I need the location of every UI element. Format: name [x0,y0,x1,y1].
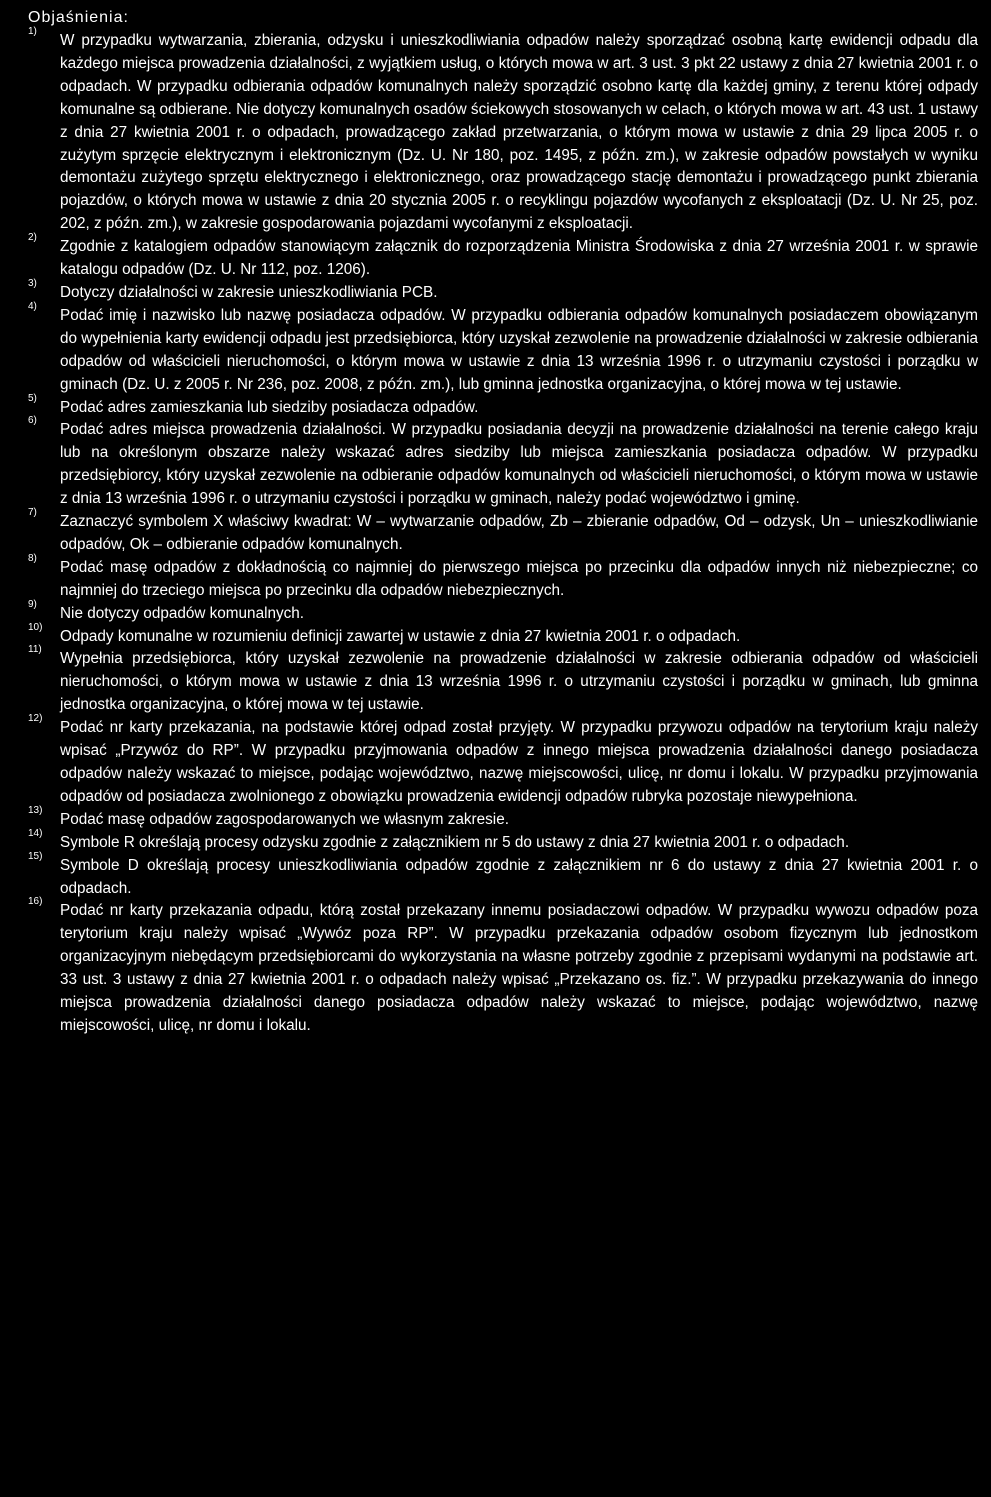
footnote-text: Dotyczy działalności w zakresie unieszkodliwiania PCB. [60,283,438,301]
footnote-number: 12) [28,713,43,725]
footnote-number: 9) [28,598,37,610]
footnote-text: W przypadku wytwarzania, zbierania, odzysku i unieszkodliwiania odpadów należy sporządzać osobną kartę ewidencji odpadu dla każdego miejsca prowadzenia działalności, z wyjątkiem usług, o których mowa w art. 3 ust. 3 pkt 22 ustawy z dnia 27 kwietnia 2001 r. o odpadach. W przypadku odbierania odpadów komunalnych należy sporządzić osobno kartę dla każdej gminy, z terenu której odpady komunalne są odbierane. Nie dotyczy komunalnych osadów ściekowych stosowanych w celach, o których mowa w art. 43 ust. 1 ustawy z dnia 27 kwietnia 2001 r. o odpadach, prowadzącego zakład przetwarzania, o którym mowa w ustawie z dnia 29 lipca 2005 r. o zużytym sprzęcie elektrycznym i elektronicznym (Dz. U. Nr 180, poz. 1495, z późn. zm.), w zakresie odpadów powstałych w wyniku demontażu zużytego sprzętu elektrycznego i elektronicznego, oraz prowadzącego stację demontażu i prowadzącego punkt zbierania pojazdów, o których mowa w ustawie z dnia 20 stycznia 2005 r. o recyklingu pojazdów wycofanych z eksploatacji (Dz. U. Nr 25, poz. 202, z późn. zm.), w zakresie gospodarowania pojazdami wycofanymi z eksploatacji. [60,32,978,233]
footnote-number: 14) [28,827,43,839]
footnote-number: 4) [28,300,37,312]
footnote-number: 10) [28,621,43,633]
footnote-text: Podać adres zamieszkania lub siedziby posiadacza odpadów. [60,398,479,416]
footnote-number: 6) [28,415,37,427]
footnote-4 [28,300,978,397]
footnote-text: Podać masę odpadów zagospodarowanych we własnym zakresie. [60,810,509,828]
footnote-text: Podać adres miejsca prowadzenia działalności. W przypadku posiadania decyzji na prowadzenie działalności na terenie całego kraju lub na określonym obszarze należy wskazać adres siedziby lub miejsca zamieszkania posiadacza odpadów. W przypadku przedsiębiorcy, który uzyskał zezwolenie na odbieranie odpadów komunalnych od właścicieli nieruchomości, o którym mowa w ustawie z dnia 13 września 1996 r. o utrzymaniu czystości i porządku w gminach, należy podać województwo i gminę. [60,421,978,508]
footnote-text: Podać nr karty przekazania odpadu, którą został przekazany innemu posiadaczowi odpadów. W przypadku wywozu odpadów poza terytorium kraju należy wpisać „Wywóz poza RP”. W przypadku przekazania odpadów osobom fizycznym lub jednostkom organizacyjnym niebędącym przedsiębiorcami do wykorzystania na własne potrzeby zgodnie z przepisami wydanymi na podstawie art. 33 ust. 3 ustawy z dnia 27 kwietnia 2001 r. o odpadach należy wpisać „Przekazano os. fiz.”. W przypadku przekazywania do innego miejsca prowadzenia działalności danego posiadacza odpadów należy wskazać to miejsce, podając województwo, nazwę miejscowości, ulicę, nr domu i lokalu. [60,902,978,1034]
footnote-5 [28,392,978,420]
footnote-9 [28,598,978,626]
footnote-7 [28,507,978,557]
footnote-2 [28,232,978,282]
footnote-number: 7) [28,507,37,519]
page-title: Objaśnienia: [28,9,129,26]
footnote-number: 11) [28,644,42,656]
footnote-13 [28,804,978,832]
footnote-number: 13) [28,804,43,816]
footnote-14 [28,827,978,855]
footnote-text: Wypełnia przedsiębiorca, który uzyskał zezwolenie na prowadzenie działalności w zakresie odbierania odpadów od właścicieli nieruchomości, o którym mowa w ustawie z dnia 13 września 1996 r. o utrzymaniu czystości i porządku w gminach, lub gminna jednostka organizacyjna, o której mowa w tej ustawie. [60,650,978,714]
footnote-text: Zaznaczyć symbolem X właściwy kwadrat: W – wytwarzanie odpadów, Zb – zbieranie odpadów, Od – odzysk, Un – unieszkodliwianie odpadów, Ok – odbieranie odpadów komunalnych. [60,513,978,553]
explanations-page [28,8,978,1038]
footnote-8 [28,552,978,603]
footnote-number: 1) [28,26,37,37]
footnote-number: 8) [28,552,37,564]
footnote-text: Odpady komunalne w rozumieniu definicji zawartej w ustawie z dnia 27 kwietnia 2001 r. o odpadach. [60,627,741,645]
footnote-number: 16) [28,896,43,908]
footnotes-list [28,26,978,1038]
footnote-16 [28,896,978,1037]
footnote-10 [28,621,978,649]
footnote-text: Zgodnie z katalogiem odpadów stanowiącym załącznik do rozporządzenia Ministra Środowiska z dnia 27 września 2001 r. w sprawie katalogu odpadów (Dz. U. Nr 112, poz. 1206). [60,238,978,279]
footnote-text: Symbole D określają procesy unieszkodliwiania odpadów zgodnie z załącznikiem nr 6 do ustawy z dnia 27 kwietnia 2001 r. o odpadach. [60,856,978,897]
footnote-text: Nie dotyczy odpadów komunalnych. [60,604,305,622]
footnote-text: Podać masę odpadów z dokładnością co najmniej do pierwszego miejsca po przecinku dla odpadów innych niż niebezpieczne; co najmniej do trzeciego miejsca po przecinku dla odpadów niebezpiecznych. [60,558,978,599]
footnote-6 [28,415,978,511]
footnote-number: 3) [28,277,37,289]
footnote-11 [28,644,978,717]
footnote-text: Podać imię i nazwisko lub nazwę posiadacza odpadów. W przypadku odbierania odpadów komunalnych posiadaczem obowiązanym do wypełnienia karty ewidencji odpadu jest przedsiębiorca, który uzyskał zezwolenie na prowadzenie działalności w zakresie odbierania odpadów od właścicieli nieruchomości, o którym mowa w ustawie z dnia 13 września 1996 r. o utrzymaniu czystości i porządku w gminach (Dz. U. z 2005 r. Nr 236, poz. 2008, z późn. zm.), lub gminna jednostka organizacyjna, o której mowa w tej ustawie. [60,306,978,393]
footnote-text: Symbole R określają procesy odzysku zgodnie z załącznikiem nr 5 do ustawy z dnia 27 kwietnia 2001 r. o odpadach. [60,833,850,851]
footnote-1 [28,26,978,236]
footnote-number: 5) [28,392,37,404]
footnote-3 [28,277,978,305]
footnote-12 [28,713,978,809]
footnote-15 [28,850,978,901]
footnote-text: Podać nr karty przekazania, na podstawie której odpad został przyjęty. W przypadku przywozu odpadów na terytorium kraju należy wpisać „Przywóz do RP”. W przypadku przyjmowania odpadów z innego miejsca prowadzenia działalności danego posiadacza odpadów należy wskazać to miejsce, podając województwo, nazwę miejscowości, ulicę, nr domu i lokalu. W przypadku przyjmowania odpadów od posiadacza zwolnionego z obowiązku prowadzenia ewidencji odpadów rubryka pozostaje niewypełniona. [60,719,978,805]
footnote-number: 15) [28,850,43,862]
footnote-number: 2) [28,232,37,244]
